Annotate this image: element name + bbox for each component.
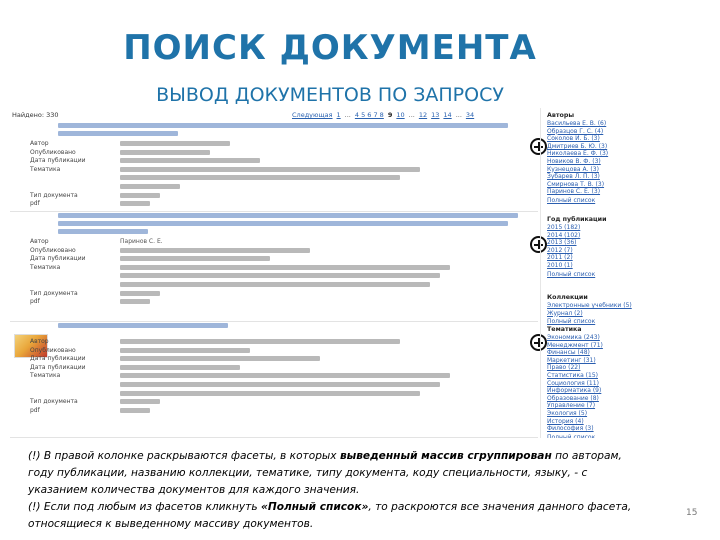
- metadata-value: [120, 364, 530, 371]
- metadata-row: [30, 183, 530, 190]
- search-results-screenshot: [10, 108, 695, 438]
- metadata-row: [30, 281, 530, 288]
- full-list-link[interactable]: Полный список: [547, 270, 596, 278]
- pager-link[interactable]: 13: [431, 111, 440, 119]
- pager-link[interactable]: 4 5 6 7 8: [354, 111, 384, 119]
- facet-value-link[interactable]: Образцов Г. С. (4): [547, 127, 604, 135]
- facet-group: [547, 112, 695, 205]
- explanation-note: [28, 448, 678, 533]
- result-item: [10, 212, 538, 322]
- metadata-value: [120, 183, 530, 190]
- metadata-key: Тип документа: [30, 398, 78, 406]
- facet-value-link[interactable]: Образование (8): [547, 394, 599, 402]
- metadata-key: [30, 381, 120, 388]
- metadata-value: [120, 174, 530, 181]
- facet-value-link[interactable]: 2013 (36): [547, 239, 577, 247]
- metadata-row: [30, 157, 530, 164]
- metadata-key: Тип документа: [30, 289, 78, 297]
- pager-link: ...: [408, 111, 415, 119]
- results-topbar: [10, 108, 540, 120]
- metadata-key: Тематика: [30, 372, 61, 380]
- metadata-value: [120, 264, 530, 271]
- metadata-row: [30, 347, 530, 354]
- metadata-row: [30, 390, 530, 397]
- metadata-value: [120, 347, 530, 354]
- metadata-row: [30, 272, 530, 279]
- facets-sidebar: [540, 108, 695, 438]
- metadata-row: [30, 407, 530, 414]
- pager-link[interactable]: 34: [465, 111, 475, 119]
- metadata-row: [30, 372, 530, 379]
- metadata-row: [30, 264, 530, 271]
- facet-value-link[interactable]: Электронные учебники (5): [547, 302, 632, 309]
- metadata-key: Дата публикации: [30, 363, 86, 371]
- metadata-key: pdf: [30, 406, 40, 414]
- metadata-value: [120, 372, 530, 379]
- metadata-key: [30, 272, 120, 279]
- metadata-key: Автор: [30, 140, 49, 147]
- facet-group: [547, 326, 695, 438]
- metadata-key: pdf: [30, 298, 40, 306]
- facet-value-link[interactable]: Маркетинг (31): [547, 356, 596, 364]
- metadata-key: [30, 390, 120, 397]
- note-line-1: (!) В правой колонке раскрываются фасеты, в которых выведенный массив сгруппирован по авторам,: [28, 450, 622, 462]
- facet-title: Год публикации: [547, 216, 607, 223]
- facet-value-link[interactable]: Васильева Е. В. (6): [547, 120, 607, 127]
- metadata-value: [120, 281, 530, 288]
- slide-subtitle: ВЫВОД ДОКУМЕНТОВ ПО ЗАПРОСУ: [156, 84, 504, 106]
- metadata-key: Опубликовано: [30, 346, 76, 354]
- facet-value-link[interactable]: 2011 (2): [547, 254, 573, 262]
- full-list-link[interactable]: Полный список: [547, 196, 596, 204]
- note-line-3: указанием количества документов для каждого значения.: [28, 484, 360, 496]
- metadata-row: [30, 140, 530, 147]
- metadata-row: [30, 174, 530, 181]
- metadata-key: Опубликовано: [30, 148, 76, 156]
- facet-value-link[interactable]: Кузнецова А. (3): [547, 165, 599, 173]
- facet-value-link[interactable]: 2014 (102): [547, 231, 581, 239]
- metadata-value: [120, 355, 530, 362]
- facet-value-link[interactable]: Управление (7): [547, 402, 596, 410]
- metadata-value: [120, 200, 530, 207]
- facet-value-link[interactable]: Менеджмент (71): [547, 341, 603, 349]
- metadata-key: Дата публикации: [30, 157, 86, 165]
- metadata-row: [30, 298, 530, 305]
- pager-link[interactable]: 9: [387, 111, 393, 119]
- note-line-4: (!) Если под любым из фасетов кликнуть «Полный список», то раскроются все значения данного фасета,: [28, 501, 632, 513]
- facet-title: Тематика: [547, 326, 582, 333]
- result-title-link[interactable]: [58, 212, 533, 236]
- facet-value-link[interactable]: 2015 (182): [547, 224, 581, 231]
- metadata-row: [30, 238, 530, 245]
- facet-value-link[interactable]: Статистика (15): [547, 371, 598, 379]
- pager-link[interactable]: 14: [443, 111, 452, 119]
- metadata-value: [120, 247, 530, 254]
- note-line-5: относящиеся к выведенному массиву документов.: [28, 518, 314, 530]
- metadata-key: pdf: [30, 200, 40, 208]
- facet-value-link[interactable]: Соколов И. Б. (3): [547, 135, 600, 143]
- metadata-value: [120, 398, 530, 405]
- metadata-key: Тематика: [30, 165, 61, 173]
- metadata-value: [120, 338, 530, 345]
- facet-value-link[interactable]: Николаева Е. Ф. (3): [547, 150, 609, 158]
- metadata-value: [120, 157, 530, 164]
- facet-value-link[interactable]: Дмитриев Б. Ю. (3): [547, 142, 608, 150]
- metadata-key: [30, 174, 120, 181]
- facet-value-link[interactable]: Журнал (2): [547, 309, 583, 317]
- metadata-row: [30, 255, 530, 262]
- metadata-row: [30, 355, 530, 362]
- facet-value-link[interactable]: Право (22): [547, 364, 581, 372]
- pager-link: ...: [344, 111, 351, 119]
- result-item: [10, 122, 538, 212]
- facet-title: Коллекции: [547, 294, 588, 301]
- facet-title: Авторы: [547, 112, 575, 119]
- facet-value-link[interactable]: Информатика (9): [547, 387, 602, 395]
- facet-group: [547, 294, 695, 326]
- metadata-row: [30, 398, 530, 405]
- facet-value-link[interactable]: Философия (3): [547, 425, 594, 433]
- facet-value-link[interactable]: История (4): [547, 417, 584, 425]
- facet-value-link[interactable]: Социология (11): [547, 379, 599, 387]
- facet-value-link[interactable]: Экономика (243): [547, 334, 600, 341]
- result-item: [10, 322, 538, 438]
- metadata-key: Дата публикации: [30, 355, 86, 363]
- metadata-row: [30, 192, 530, 199]
- metadata-value: [120, 149, 530, 156]
- metadata-row: [30, 381, 530, 388]
- facet-value-link[interactable]: Зубарев Л. П. (3): [547, 173, 600, 181]
- result-title-link[interactable]: [58, 122, 533, 138]
- metadata-value: [120, 255, 530, 262]
- metadata-value: [120, 166, 530, 173]
- facet-value-link[interactable]: Паринов С. Е. (3): [547, 188, 601, 196]
- metadata-value: [120, 290, 530, 297]
- metadata-row: [30, 338, 530, 345]
- pager-link[interactable]: Следующая: [292, 111, 333, 119]
- facet-value-link[interactable]: 2010 (1): [547, 261, 573, 269]
- metadata-key: Тип документа: [30, 191, 78, 199]
- facet-value-link[interactable]: Экология (5): [547, 409, 588, 417]
- metadata-value: Паринов С. Е.: [120, 238, 163, 245]
- metadata-value: [120, 407, 530, 414]
- metadata-key: Автор: [30, 338, 49, 345]
- metadata-row: [30, 166, 530, 173]
- metadata-row: [30, 149, 530, 156]
- metadata-key: Опубликовано: [30, 246, 76, 254]
- metadata-key: [30, 183, 120, 190]
- metadata-key: Дата публикации: [30, 255, 86, 263]
- result-title-link[interactable]: [58, 322, 533, 330]
- note-line-2: году публикации, названию коллекции, тематике, типу документа, коду специальности, языку, - с: [28, 467, 588, 479]
- metadata-key: Автор: [30, 238, 49, 245]
- metadata-row: [30, 247, 530, 254]
- facet-value-link[interactable]: Финансы (48): [547, 349, 590, 357]
- full-list-link[interactable]: Полный список: [547, 433, 596, 438]
- pager-link[interactable]: 12: [418, 111, 428, 119]
- pager-link: ...: [455, 111, 462, 119]
- metadata-value: [120, 381, 530, 388]
- metadata-row: [30, 364, 530, 371]
- metadata-value: [120, 140, 530, 147]
- facet-value-link[interactable]: Новиков В. Ф. (3): [547, 157, 601, 165]
- metadata-value: [120, 298, 530, 305]
- pager-link[interactable]: 1: [336, 111, 341, 119]
- metadata-value: [120, 192, 530, 199]
- metadata-row: [30, 200, 530, 207]
- full-list-link[interactable]: Полный список: [547, 318, 596, 326]
- pagination: [292, 111, 474, 119]
- metadata-row: [30, 290, 530, 297]
- found-count: Найдено: 330: [12, 111, 59, 119]
- metadata-value: [120, 390, 530, 397]
- slide-title: ПОИСК ДОКУМЕНТА: [123, 28, 537, 68]
- page-number: 15: [686, 508, 698, 518]
- facet-group: [547, 216, 695, 279]
- metadata-key: Тематика: [30, 263, 61, 271]
- facet-value-link[interactable]: 2012 (7): [547, 246, 573, 254]
- pager-link[interactable]: 10: [396, 111, 405, 119]
- metadata-value: [120, 272, 530, 279]
- facet-value-link[interactable]: Смирнова Т. В. (3): [547, 180, 605, 188]
- metadata-key: [30, 281, 120, 288]
